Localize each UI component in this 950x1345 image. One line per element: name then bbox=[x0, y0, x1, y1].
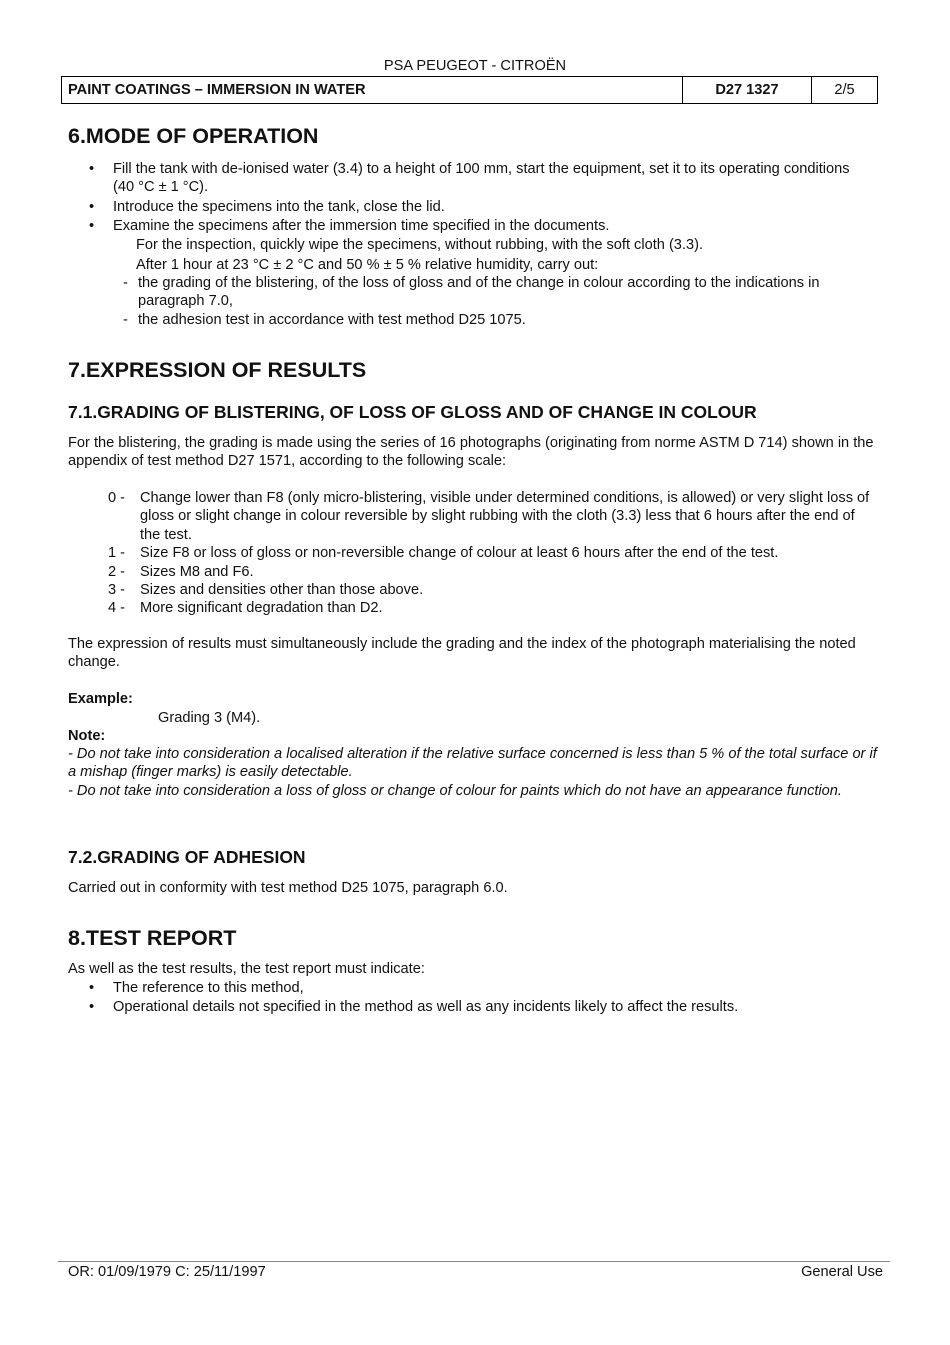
section-8-heading: 8.TEST REPORT bbox=[68, 926, 237, 950]
document-reference: D27 1327 bbox=[683, 77, 812, 104]
note-2: - Do not take into consideration a loss of gloss or change of colour for paints which do not have an appearance function. bbox=[68, 783, 842, 799]
bullet-icon: • bbox=[89, 999, 95, 1015]
section-7-heading: 7.EXPRESSION OF RESULTS bbox=[68, 358, 367, 382]
document-title: PAINT COATINGS – IMMERSION IN WATER bbox=[62, 77, 683, 104]
list-item: • Fill the tank with de-ionised water (3.4) to a height of 100 mm, start the equipment, set it to its operating conditions (40 °C ± 1 °C). bbox=[89, 161, 850, 196]
note-1: - Do not take into consideration a localised alteration if the relative surface concerned is less than 5 % of the total surface or if a mishap (finger marks) is easily detectable. bbox=[68, 746, 877, 781]
list-item: • Examine the specimens after the immersion time specified in the documents. bbox=[89, 218, 610, 234]
section-6-heading: 6.MODE OF OPERATION bbox=[68, 124, 319, 148]
section-7-1-heading: 7.1.GRADING OF BLISTERING, OF LOSS OF GLOSS AND OF CHANGE IN COLOUR bbox=[68, 402, 757, 422]
company-name: PSA PEUGEOT - CITROËN bbox=[383, 58, 567, 74]
grading-intro: For the blistering, the grading is made using the series of 16 photographs (originating from norme ASTM D 714) shown in the appendix of test method D27 1571, according to the following scale: bbox=[68, 435, 874, 470]
list-item: 2 - Sizes M8 and F6. bbox=[108, 564, 254, 580]
example-label: Example: bbox=[68, 691, 133, 707]
section-7-2-heading: 7.2.GRADING OF ADHESION bbox=[68, 847, 306, 867]
list-item: • Introduce the specimens into the tank, close the lid. bbox=[89, 199, 445, 215]
list-item: • The reference to this method, bbox=[89, 980, 304, 996]
after-text: After 1 hour at 23 °C ± 2 °C and 50 % ± 5 % relative humidity, carry out: bbox=[136, 257, 599, 273]
adhesion-text: Carried out in conformity with test method D25 1075, paragraph 6.0. bbox=[68, 880, 508, 896]
footer-divider bbox=[58, 1261, 890, 1262]
page-number: 2/5 bbox=[812, 77, 878, 104]
bullet-icon: • bbox=[89, 199, 95, 215]
list-item: - the adhesion test in accordance with test method D25 1075. bbox=[123, 312, 526, 328]
bullet-icon: • bbox=[89, 980, 95, 996]
list-item: - the grading of the blistering, of the loss of gloss and of the change in colour according to the indications in paragraph 7.0, bbox=[123, 275, 820, 310]
report-intro: As well as the test results, the test report must indicate: bbox=[68, 961, 425, 977]
inspection-text: For the inspection, quickly wipe the specimens, without rubbing, with the soft cloth (3.3). bbox=[136, 237, 704, 253]
document-header-table bbox=[61, 76, 878, 104]
note-label: Note: bbox=[68, 728, 106, 744]
list-item: 0 - Change lower than F8 (only micro-blistering, visible under determined conditions, is allowed) or very slight loss of gloss or slight change in colour reversible by slight rubbing with the cloth (3.3) less that 6 hours after the end of the test. bbox=[108, 490, 870, 543]
list-item: 3 - Sizes and densities other than those above. bbox=[108, 582, 424, 598]
footer-dates: OR: 01/09/1979 C: 25/11/1997 bbox=[68, 1264, 266, 1280]
expression-text: The expression of results must simultaneously include the grading and the index of the photograph materialising the noted change. bbox=[68, 636, 856, 671]
example-text: Grading 3 (M4). bbox=[158, 710, 261, 726]
list-item: 1 - Size F8 or loss of gloss or non-reversible change of colour at least 6 hours after the end of the test. bbox=[108, 545, 779, 561]
bullet-icon: • bbox=[89, 161, 95, 177]
list-item: • Operational details not specified in the method as well as any incidents likely to affect the results. bbox=[89, 999, 739, 1015]
bullet-icon: • bbox=[89, 218, 95, 234]
footer-classification: General Use bbox=[801, 1264, 883, 1280]
list-item: 4 - More significant degradation than D2. bbox=[108, 600, 383, 616]
